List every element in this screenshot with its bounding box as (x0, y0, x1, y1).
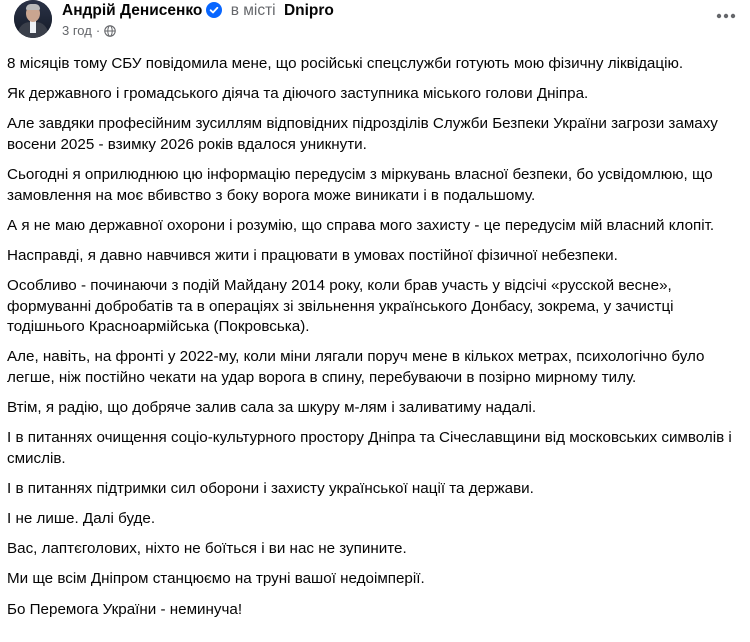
post-paragraph: Як державного і громадського діяча та діючого заступника міського голови Дніпра. (7, 85, 589, 103)
verified-badge-icon (206, 2, 222, 18)
more-options-icon[interactable] (712, 6, 740, 26)
post-paragraph: 8 місяців тому СБУ повідомила мене, що російські спецслужби готують мою фізичну ліквідацію. (7, 55, 684, 72)
location-prefix: в місті (230, 2, 276, 19)
author-line (62, 1, 334, 21)
post-paragraph: Втім, я радію, що добряче залив сала за шкуру м-лям і заливатиму надалі. (7, 399, 537, 416)
author-avatar[interactable] (14, 0, 52, 38)
post-timestamp[interactable]: 3 год (62, 23, 92, 38)
post-paragraph: Але завдяки професійним зусиллям відповідних підрозділів Служби Безпеки України загрози замаху восени 2025 - взимку 2026 років вдалося уникнути. (7, 115, 718, 153)
author-name[interactable]: Андрій Денисенко (62, 2, 203, 19)
post-paragraph: Вас, лаптєголових, ніхто не боїться і ви нас не зупините. (7, 540, 407, 558)
post-paragraph: Але, навіть, на фронті у 2022-му, коли міни лягали поруч мене в кількох метрах, психологічно було легше, ніж постійно чекати на удар ворога в спину, перебуваючи в позірно мирному тилу. (7, 348, 705, 386)
post-paragraph: Сьогодні я оприлюднюю цю інформацію передусім з міркувань власної безпеки, бо усвідомлюю, що замовлення на моє вбивство з боку ворога може виникати і в подальшому. (7, 166, 713, 204)
post-paragraph: Насправді, я давно навчився жити і працювати в умовах постійної фізичної небезпеки. (7, 246, 618, 264)
post-meta (62, 22, 116, 40)
post-body (7, 54, 745, 630)
post-paragraph: Особливо - починаючи з подій Майдану 2014 року, коли брав участь у відсічі «русской весне», формуванні добробатів та в операціях зі звільнення українського Донбасу, зокрема, у зачистці тодішнього Красноармійська (Покровська). (7, 277, 674, 336)
post-paragraph: А я не маю державної охорони і розумію, що справа мого захисту - це передусім мій власний клопіт. (7, 216, 715, 234)
post-paragraph: І не лише. Далі буде. (7, 510, 156, 528)
location-link[interactable]: Dnipro (283, 2, 334, 19)
post-paragraph: Ми ще всім Дніпром станцюємо на труні вашої недоімперії. (7, 570, 425, 588)
meta-separator: · (95, 23, 101, 38)
post-paragraph: І в питаннях підтримки сил оборони і захисту української нації та держави. (7, 479, 534, 497)
post-header (0, 0, 750, 48)
post-paragraph: І в питаннях очищення соціо-культурного простору Дніпра та Січеславщини від московських символів і смислів. (7, 429, 732, 467)
post-paragraph: Бо Перемога України - неминуча! (7, 600, 243, 618)
globe-icon[interactable] (104, 25, 116, 37)
